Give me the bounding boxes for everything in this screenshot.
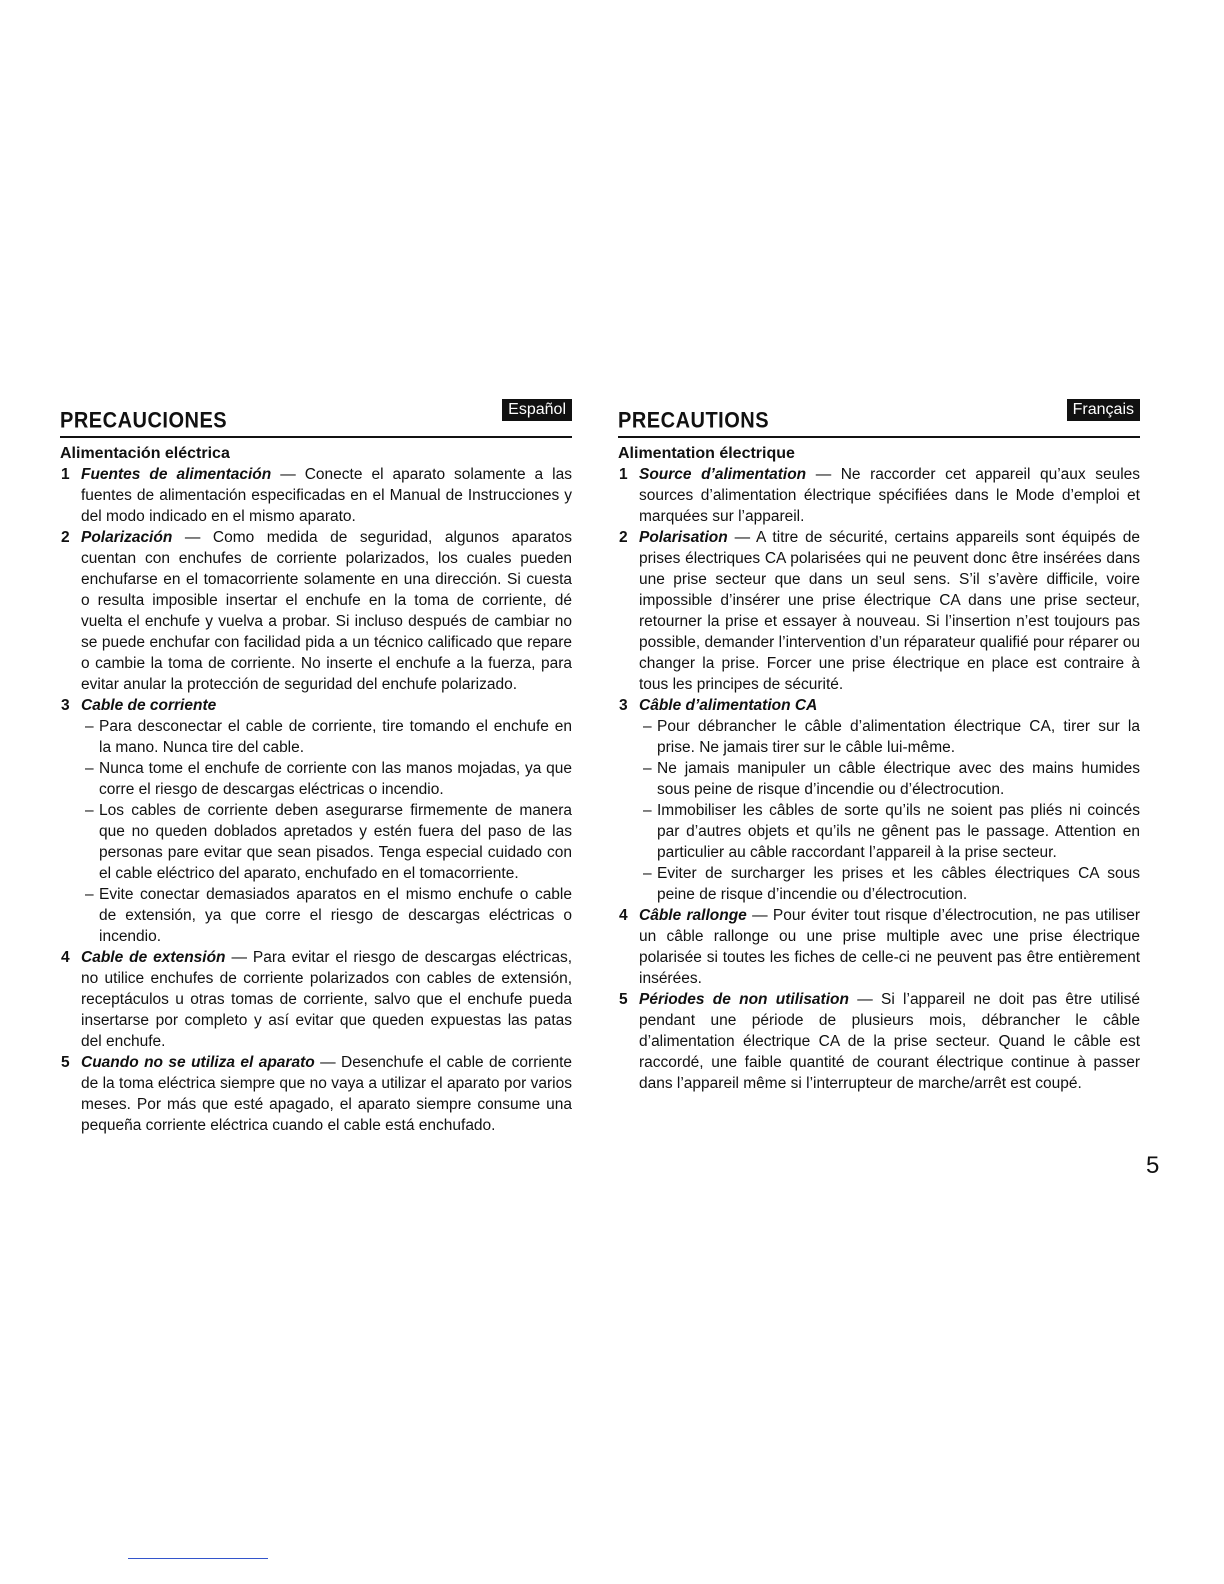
spanish-column xyxy=(60,396,572,1136)
list-item xyxy=(60,464,572,527)
french-column xyxy=(618,396,1140,1094)
dash-item: – Los cables de corriente deben asegurarse firmemente de manera que no queden doblados apretados y estén fuera del paso de las personas pare evitar que sean pisados. Tenga especial cuidado con el cable eléctrico del aparato, enchufado en el tomacorriente. xyxy=(81,800,572,884)
item-number: 5 xyxy=(619,991,628,1008)
item-number: 4 xyxy=(61,949,70,966)
list-item xyxy=(60,527,572,695)
dash-item: – Nunca tome el enchufe de corriente con las manos mojadas, ya que corre el riesgo de descargas eléctricas o incendio. xyxy=(81,758,572,800)
item-text: — Si l’appareil ne doit pas être utilisé pendant une période de plusieurs mois, débrancher le câble d’alimentation électrique CA de la prise secteur. Quand le câble est raccordé, une faible quantité de courant électrique continue à passer dans l’appareil même si l’interrupteur de marche/arrêt est coupé. xyxy=(639,991,1140,1092)
item-text: — Ne raccorder cet appareil qu’aux seules sources d’alimentation électrique spécifiées dans le Mode d’emploi et marquées sur l’appareil. xyxy=(639,466,1141,525)
item-text: — A titre de sécurité, certains appareils sont équipés de prises électriques CA polarisées qui ne peuvent donc être insérées dans une prise secteur que dans un seul sens. S’il s’avère difficile, voire impossible d’insérer une prise électrique CA dans une prise secteur, retourner la prise et essayer à nouveau. Si l’insertion n’est toujours pas possible, demander l’intervention d’un réparateur qualifié pour réparer ou changer la prise. Forcer une prise électrique en place est contraire à tous les principes de sécurité. xyxy=(639,529,1140,693)
item-number: 2 xyxy=(61,529,70,546)
item-title: Polarización xyxy=(81,529,173,546)
item-text: — Para evitar el riesgo de descargas eléctricas, no utilice enchufes de corriente polarizados con cables de extensión, receptáculos u otras tomas de corriente, salvo que el enchufe pueda insertarse por completo y así evitar que queden expuestas las patas del enchufe. xyxy=(81,949,572,1050)
section-heading: PRECAUTIONS xyxy=(618,408,770,434)
item-title: Périodes de non utilisation xyxy=(639,991,849,1008)
list-item xyxy=(618,695,1140,905)
item-title: Cuando no se utiliza el aparato xyxy=(81,1054,315,1071)
list-item xyxy=(618,464,1140,527)
list-item xyxy=(618,989,1140,1094)
french-header xyxy=(618,396,1140,438)
item-text: — Desenchufe el cable de corriente de la toma eléctrica siempre que no vaya a utilizar el aparato por varios meses. Por más que esté apagado, el aparato siempre consume una pequeña corriente eléctrica cuando el cable está enchufado. xyxy=(81,1054,572,1134)
dash-item: – Eviter de surcharger les prises et les câbles électriques CA sous peine de risque d’incendie ou d’électrocution. xyxy=(639,863,1140,905)
page-number: 5 xyxy=(1146,1152,1160,1179)
list-item xyxy=(60,695,572,947)
dash-item: – Pour débrancher le câble d’alimentation électrique CA, tirer sur la prise. Ne jamais tirer sur le câble lui-même. xyxy=(639,716,1140,758)
item-number: 3 xyxy=(619,697,628,714)
list-item xyxy=(60,1052,572,1136)
item-title: Cable de extensión xyxy=(81,949,226,966)
item-number: 1 xyxy=(61,466,70,483)
item-text: — Como medida de seguridad, algunos aparatos cuentan con enchufes de corriente polarizados, los cuales pueden enchufarse en el tomacorriente solamente en una dirección. Si cuesta o resulta imposible insertar el enchufe en la toma de corriente, dé vuelta el enchufe y vuelva a probar. Si incluso después de cambiar no se puede enchufar con facilidad pida a un técnico calificado que repare o cambie la toma de corriente. No inserte el enchufe a la fuerza, para evitar anular la protección de seguridad del enchufe polarizado. xyxy=(81,529,572,693)
language-badge: Français xyxy=(1067,399,1140,421)
item-title: Source d’alimentation xyxy=(639,466,807,483)
language-badge: Español xyxy=(502,399,572,421)
dash-item: – Para desconectar el cable de corriente, tire tomando el enchufe en la mano. Nunca tire del cable. xyxy=(81,716,572,758)
item-number: 3 xyxy=(61,697,70,714)
item-text: — Pour éviter tout risque d’électrocution, ne pas utiliser un câble rallonge ou une prise multiple avec une prise électrique polarisée si toutes les fiches de celle-ci ne peuvent pas être entièrement insérées. xyxy=(639,907,1141,987)
item-title: Polarisation xyxy=(639,529,728,546)
item-number: 5 xyxy=(61,1054,70,1071)
footer-rule xyxy=(128,1558,268,1559)
item-title: Câble rallonge xyxy=(639,907,747,924)
item-title: Fuentes de alimentación xyxy=(81,466,272,483)
subheading: Alimentation électrique xyxy=(618,445,795,462)
item-title: Câble d’alimentation CA xyxy=(639,697,818,714)
dash-item: – Ne jamais manipuler un câble électrique avec des mains humides sous peine de risque d’incendie ou d’électrocution. xyxy=(639,758,1140,800)
list-item xyxy=(618,905,1140,989)
item-number: 2 xyxy=(619,529,628,546)
item-number: 1 xyxy=(619,466,628,483)
item-text: — Conecte el aparato solamente a las fuentes de alimentación especificadas en el Manual de Instrucciones y del modo indicado en el mismo aparato. xyxy=(81,466,572,525)
dash-item: – Evite conectar demasiados aparatos en el mismo enchufe o cable de extensión, ya que corre el riesgo de descargas eléctricas o incendio. xyxy=(81,884,572,947)
spanish-header xyxy=(60,396,572,438)
list-item xyxy=(618,527,1140,695)
section-heading: PRECAUCIONES xyxy=(60,408,228,434)
list-item xyxy=(60,947,572,1052)
subheading: Alimentación eléctrica xyxy=(60,445,230,462)
dash-item: – Immobiliser les câbles de sorte qu’ils ne soient pas pliés ni coincés par d’autres objets et qu’ils ne gênent pas le passage. Attention en particulier au câble raccordant l’appareil à la prise secteur. xyxy=(639,800,1140,863)
item-title: Cable de corriente xyxy=(81,697,217,714)
item-number: 4 xyxy=(619,907,628,924)
